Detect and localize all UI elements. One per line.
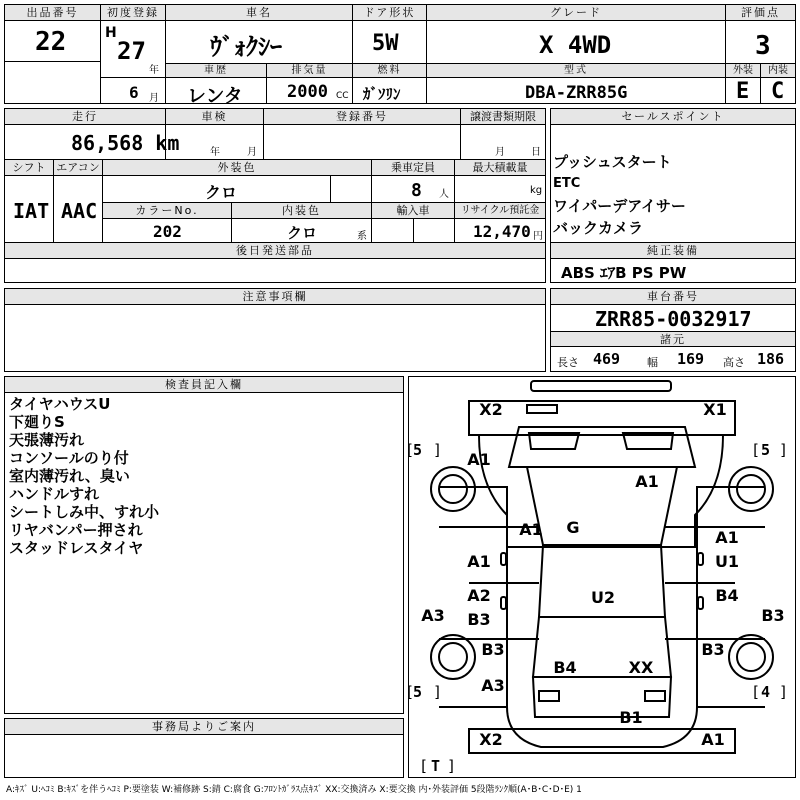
front-bumper-outline <box>469 401 735 435</box>
color-no: 202 <box>153 222 182 241</box>
sales-point-item: ワイパーデアイサー <box>553 197 686 215</box>
score: 3 <box>755 31 771 61</box>
chassis-number: ZRR85-0032917 <box>595 307 752 331</box>
month-unit: 月 <box>149 93 159 104</box>
height: 186 <box>757 350 785 368</box>
year-unit: 年 <box>149 65 159 76</box>
ac-label: エアコン <box>54 160 102 176</box>
capacity-label: 乗車定員 <box>372 160 454 176</box>
color-no-label: カラーNo. <box>103 203 231 219</box>
svg-text:]: ] <box>779 683 789 701</box>
recycle: 12,470 <box>473 222 531 241</box>
damage-mark: A2 <box>467 586 491 605</box>
tread-front-right: 5 <box>761 441 771 459</box>
damage-mark: X2 <box>479 730 503 749</box>
recycle-label: リサイクル預託金 <box>455 203 545 219</box>
damage-mark: U2 <box>590 588 616 607</box>
int-score: C <box>771 79 785 104</box>
inspection-year-unit: 年 <box>210 147 220 158</box>
int-label: 内装 <box>761 64 795 78</box>
damage-mark: B3 <box>701 640 725 659</box>
damage-mark: U1 <box>714 552 740 571</box>
hood-outline <box>479 435 723 547</box>
car-name: ｳﾞｫｸｼｰ <box>210 33 282 61</box>
notes-section <box>4 288 546 372</box>
svg-text:]: ] <box>779 441 789 459</box>
inspector-note: タイヤハウスU <box>9 395 111 413</box>
max-load-label: 最大積載量 <box>455 160 545 176</box>
damage-mark: A3 <box>421 606 445 625</box>
later-parts-label: 後日発送部品 <box>5 243 545 259</box>
height-label: 高さ <box>723 356 745 369</box>
damage-mark: XX <box>628 658 654 677</box>
chassis-section <box>550 288 796 372</box>
width: 169 <box>677 350 705 368</box>
model: DBA-ZRR85G <box>525 83 628 103</box>
wheel-front-right <box>729 467 773 511</box>
recycle-unit: 円 <box>533 231 543 242</box>
damage-mark: A1 <box>715 528 739 547</box>
displacement: 2000 <box>287 82 328 102</box>
capacity: 8 <box>411 180 422 201</box>
damage-mark: A1 <box>467 552 491 571</box>
displacement-unit: CC <box>336 91 349 101</box>
tread-rear-left: 5 <box>413 683 423 701</box>
mileage: 86,568 km <box>71 131 180 155</box>
tread-rear-right: 4 <box>761 683 771 701</box>
car-name-label: 車名 <box>166 5 352 21</box>
inspector-section <box>4 376 404 714</box>
office-label: 事務局よりご案内 <box>5 719 403 735</box>
inspector-note: シートしみ中、すれ小 <box>9 503 160 521</box>
ac: AAC <box>61 199 98 223</box>
lot-no: 22 <box>35 27 67 57</box>
svg-text:]: ] <box>433 441 443 459</box>
svg-text:[: [ <box>751 441 761 459</box>
inspection-month-unit: 月 <box>247 147 257 158</box>
reg-no-label: 登録番号 <box>264 109 460 125</box>
inspector-note: 天張薄汚れ <box>9 431 85 449</box>
svg-text:]: ] <box>447 757 457 775</box>
sales-points-label: セールスポイント <box>551 109 795 125</box>
tail-lamp-right <box>645 691 665 701</box>
inspection-label: 車検 <box>166 109 263 125</box>
equipment-value: ABS ｴｱB PS PW <box>561 264 687 282</box>
tread-front-left: 5 <box>413 441 423 459</box>
svg-text:[: [ <box>405 683 415 701</box>
inspector-note: リヤバンパー押され <box>9 521 143 539</box>
transfer-day-unit: 日 <box>531 147 541 158</box>
damage-mark: A1 <box>701 730 725 749</box>
displacement-label: 排気量 <box>267 64 352 78</box>
capacity-unit: 人 <box>439 189 449 200</box>
chassis-label: 車台番号 <box>551 289 795 305</box>
tail-lamp-left <box>539 691 559 701</box>
inspector-note: スタッドレスタイヤ <box>9 539 144 557</box>
roof-rail <box>531 381 671 391</box>
tread-brackets <box>405 441 788 775</box>
top-section <box>4 4 796 107</box>
era: H <box>105 25 117 41</box>
specs-label: 諸元 <box>551 331 795 347</box>
first-reg-year: 27 <box>117 37 146 65</box>
max-load-unit: kg <box>530 185 543 196</box>
damage-mark: A1 <box>467 450 491 469</box>
rear-bumper-outline <box>469 729 735 753</box>
office-section <box>4 718 404 778</box>
damage-mark: B4 <box>553 658 577 677</box>
inspector-note: コンソールのり付 <box>9 449 129 467</box>
damage-mark: A1 <box>519 520 543 539</box>
damage-mark: A3 <box>481 676 505 695</box>
sales-points-section <box>550 108 796 283</box>
shift: IAT <box>13 199 50 223</box>
transfer-month-unit: 月 <box>495 147 505 158</box>
fuel-label: 燃料 <box>353 64 426 78</box>
damage-mark: B3 <box>761 606 785 625</box>
damage-diagram <box>405 376 796 778</box>
svg-text:[: [ <box>751 683 761 701</box>
inspector-note: ハンドルすれ <box>9 485 100 503</box>
damage-mark: X1 <box>703 400 727 419</box>
mileage-label: 走行 <box>5 109 165 125</box>
damage-mark: B4 <box>715 586 739 605</box>
damage-mark: B3 <box>481 640 505 659</box>
notes-label: 注意事項欄 <box>5 289 545 305</box>
import-label: 輸入車 <box>372 203 454 219</box>
int-color: クロ <box>287 224 318 242</box>
length: 469 <box>593 350 621 368</box>
grade: X 4WD <box>539 31 612 59</box>
svg-text:]: ] <box>433 683 443 701</box>
damage-mark: X2 <box>479 400 503 419</box>
lot-no-label: 出品番号 <box>5 5 100 21</box>
equipment-label: 純正装備 <box>551 243 795 259</box>
damage-mark: B3 <box>467 610 491 629</box>
width-label: 幅 <box>647 356 658 369</box>
score-label: 評価点 <box>726 5 795 21</box>
vehicle-info-section <box>4 108 546 283</box>
front-plate <box>527 405 557 413</box>
first-reg-label: 初度登録 <box>101 5 165 21</box>
wheel-rear-left <box>431 635 475 679</box>
damage-mark: A1 <box>635 472 659 491</box>
ext-score: E <box>736 79 750 104</box>
damage-mark: G <box>566 518 580 537</box>
inspector-note: 室内薄汚れ、臭い <box>9 467 130 485</box>
tailgate <box>533 677 671 717</box>
damage-marks <box>421 400 784 749</box>
fuel: ｶﾞｿﾘﾝ <box>363 85 401 103</box>
inspector-label: 検査員記入欄 <box>5 377 403 393</box>
inspector-note: 下廻りS <box>9 413 65 431</box>
sales-point-item: プッシュスタート <box>553 153 672 171</box>
svg-text:[: [ <box>405 441 415 459</box>
damage-mark: B1 <box>619 708 643 727</box>
int-color-label: 内装色 <box>232 203 371 219</box>
sales-point-item: ETC <box>553 176 581 191</box>
door-label: ドア形状 <box>353 5 426 21</box>
sales-point-item: バックカメラ <box>553 219 644 237</box>
ext-color-label: 外装色 <box>103 160 371 176</box>
door-type: 5W <box>372 31 399 56</box>
tread-spare: T <box>431 757 441 775</box>
grade-label: グレード <box>427 5 725 21</box>
transfer-label: 譲渡書類期限 <box>461 109 545 125</box>
wheel-front-left <box>431 467 475 511</box>
shift-label: シフト <box>5 160 53 176</box>
history-label: 車歴 <box>166 64 266 78</box>
wheel-rear-right <box>729 635 773 679</box>
svg-text:[: [ <box>419 757 429 775</box>
int-color-unit: 系 <box>357 231 367 242</box>
ext-color: クロ <box>205 183 238 202</box>
length-label: 長さ <box>557 356 579 369</box>
model-label: 型式 <box>427 64 725 78</box>
car-outline-diagram <box>405 377 795 777</box>
first-reg-month: 6 <box>129 83 139 102</box>
legend-text: A:ｷｽﾞ U:ﾍｺﾐ B:ｷｽﾞを伴うﾍｺﾐ P:要塗装 W:補修跡 S:錆 C:腐食 G:ﾌﾛﾝﾄｶﾞﾗｽ点ｷｽﾞ XX:交換済み X:要交換 内･外装評価 5段階ﾗﾝｸ順(A･B･C･D･E) 1 <box>6 785 582 795</box>
ext-label: 外装 <box>726 64 760 78</box>
history: レンタ <box>187 85 243 107</box>
